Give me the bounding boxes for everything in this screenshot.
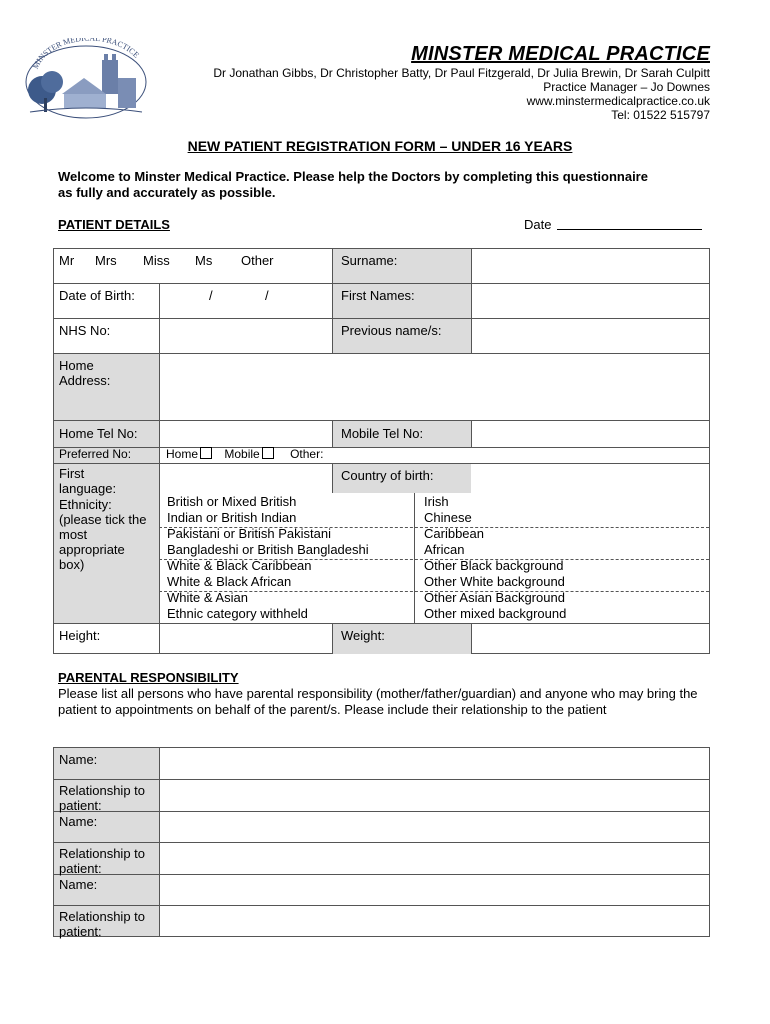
first-language-label: First language:: [59, 466, 117, 496]
preferred-options: [161, 447, 328, 465]
doctors-list: Dr Jonathan Gibbs, Dr Christopher Batty, Dr Paul Fitzgerald, Dr Julia Brewin, Dr Sarah Culpitt: [213, 66, 710, 80]
first-names-field[interactable]: [472, 284, 708, 317]
ethnicity-option[interactable]: Pakistani or British Pakistani Bangladeshi or British Bangladeshi: [167, 526, 369, 557]
home-address-field[interactable]: [160, 354, 708, 419]
first-names-label: First Names:: [341, 288, 415, 303]
title-ms[interactable]: Ms: [195, 253, 213, 268]
mobile-tel-label: Mobile Tel No:: [341, 426, 424, 441]
surname-label: Surname:: [341, 253, 398, 268]
ethnicity-option[interactable]: British or Mixed British Indian or British Indian: [167, 494, 297, 525]
surname-field[interactable]: [472, 250, 708, 282]
practice-logo: [22, 38, 150, 120]
patient-details-table: [53, 248, 710, 654]
practice-name: MINSTER MEDICAL PRACTICE: [411, 43, 710, 65]
svg-text:MINSTER MEDICAL PRACTICE: MINSTER MEDICAL PRACTICE: [30, 38, 141, 71]
preferred-other-label: Other:: [290, 447, 324, 461]
practice-website: www.minstermedicalpractice.co.uk: [526, 94, 710, 108]
dob-separator: /: [265, 288, 269, 303]
relationship-label: Relationship to patient:: [59, 783, 145, 813]
country-birth-label: Country of birth:: [341, 468, 434, 483]
nhs-field[interactable]: [160, 319, 331, 352]
title-mrs[interactable]: Mrs: [95, 253, 117, 268]
date-label: Date: [524, 217, 552, 232]
weight-field[interactable]: [472, 624, 708, 653]
relationship-label: Relationship to patient:: [59, 909, 145, 939]
ethnicity-label: Ethnicity: (please tick the most appropriate box): [59, 497, 147, 572]
relationship-label: Relationship to patient:: [59, 846, 145, 876]
parental-instructions: Please list all persons who have parental responsibility (mother/father/guardian) and anyone who may bring the patient to appointments on behalf of the parent/s. Please include their relationship to the patient: [58, 686, 698, 717]
preferred-home-label: Home: [166, 447, 199, 461]
title-mr[interactable]: Mr: [59, 253, 75, 268]
parent-name-field[interactable]: [160, 748, 708, 779]
nhs-label: NHS No:: [59, 323, 111, 338]
dob-label: Date of Birth:: [59, 288, 135, 303]
parent-name-field[interactable]: [160, 812, 708, 842]
home-tel-label: Home Tel No:: [59, 426, 138, 441]
welcome-text: Welcome to Minster Medical Practice. Please help the Doctors by completing this questionnaire as fully and accurately as possible.: [58, 169, 648, 200]
date-field[interactable]: [557, 229, 702, 230]
parental-heading: PARENTAL RESPONSIBILITY: [58, 670, 239, 685]
ethnicity-option[interactable]: White & Black Caribbean White & Black African: [167, 558, 312, 589]
parent-name-label: Name:: [59, 814, 98, 829]
previous-names-field[interactable]: [472, 319, 708, 352]
ethnicity-option[interactable]: Other Asian Background Other mixed background: [424, 590, 567, 621]
parent-name-field[interactable]: [160, 875, 708, 905]
relationship-field[interactable]: [160, 780, 708, 811]
height-label: Height:: [59, 628, 101, 643]
previous-names-label: Previous name/s:: [341, 323, 442, 338]
practice-manager: Practice Manager – Jo Downes: [543, 80, 710, 94]
preferred-mobile-label: Mobile: [224, 447, 260, 461]
title-miss[interactable]: Miss: [143, 253, 170, 268]
title-other[interactable]: Other: [241, 253, 274, 268]
dob-separator: /: [209, 288, 213, 303]
weight-label: Weight:: [341, 628, 385, 643]
preferred-mobile-checkbox[interactable]: [262, 447, 274, 459]
ethnicity-option[interactable]: Caribbean African: [424, 526, 484, 557]
home-tel-field[interactable]: [160, 421, 331, 446]
first-language-field[interactable]: [160, 464, 331, 492]
preferred-label: Preferred No:: [59, 447, 132, 461]
preferred-home-checkbox[interactable]: [200, 447, 212, 459]
mobile-tel-field[interactable]: [472, 421, 708, 446]
practice-phone: Tel: 01522 515797: [611, 108, 710, 122]
parent-name-label: Name:: [59, 877, 98, 892]
ethnicity-option[interactable]: Other Black background Other White background: [424, 558, 565, 589]
country-birth-field[interactable]: [472, 464, 708, 492]
ethnicity-option[interactable]: Irish Chinese: [424, 494, 472, 525]
parent-name-label: Name:: [59, 752, 98, 767]
form-title: NEW PATIENT REGISTRATION FORM – UNDER 16 YEARS: [187, 138, 573, 154]
home-address-label: Home Address:: [59, 358, 111, 388]
ethnicity-option[interactable]: White & Asian Ethnic category withheld: [167, 590, 308, 621]
parental-table: [53, 747, 710, 937]
height-field[interactable]: [160, 624, 331, 653]
relationship-field[interactable]: [160, 843, 708, 874]
patient-details-heading: PATIENT DETAILS: [58, 217, 170, 232]
relationship-field[interactable]: [160, 906, 708, 935]
